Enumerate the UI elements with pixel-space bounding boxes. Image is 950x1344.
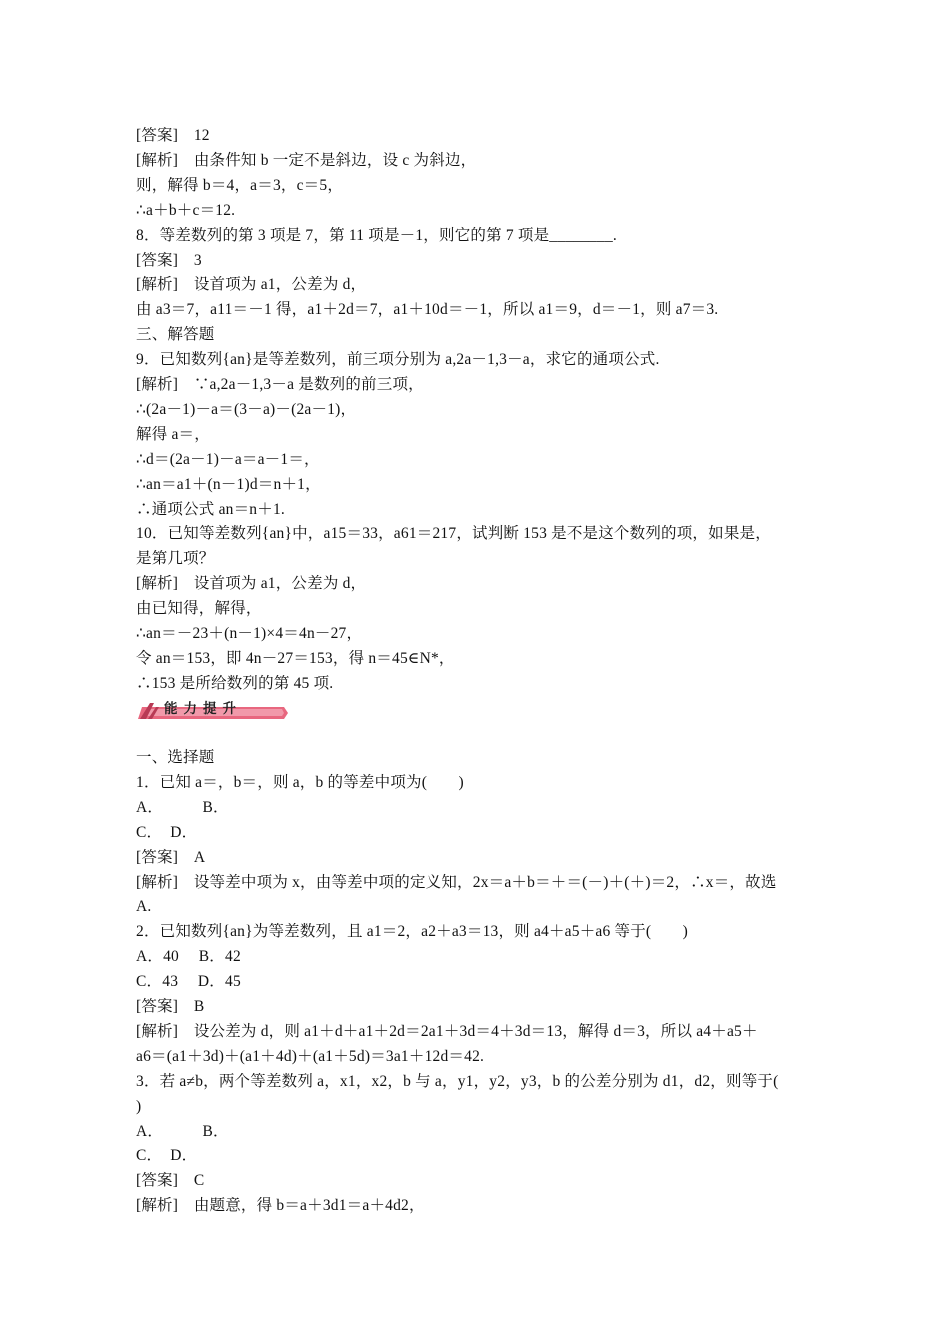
ability-banner xyxy=(136,697,290,721)
text-line: [解析] 设公差为 d，则 a1＋d＋a1＋2d＝2a1＋3d＝4＋3d＝13，解得 d＝3，所以 a4＋a5＋ xyxy=(136,1022,758,1040)
text-line: ∴an＝a1＋(n－1)d＝n＋1， xyxy=(136,475,321,493)
text-line: [解析] 由题意，得 b＝a＋3d1＝a＋4d2， xyxy=(136,1197,425,1215)
text-line: 由 a3＝7，a11＝－1 得，a1＋2d＝7，a1＋10d＝－1，所以 a1＝9，d＝－1，则 a7＝3. xyxy=(136,301,719,319)
text-line: ∴d＝(2a－1)－a＝a－1＝， xyxy=(136,450,320,468)
text-line: 是第几项？ xyxy=(136,550,215,568)
text-line: [答案] 3 xyxy=(136,251,202,269)
text-line: 8．等差数列的第 3 项是 7，第 11 项是－1，则它的第 7 项是________. xyxy=(136,226,617,244)
text-line: C．43 D．45 xyxy=(136,973,241,991)
text-line: 三、解答题 xyxy=(136,326,215,344)
text-line: 令 an＝153，即 4n－27＝153，得 n＝45∈N*， xyxy=(136,649,455,667)
text-line: 解得 a＝， xyxy=(136,425,210,443)
text-line: 一、选择题 xyxy=(136,749,215,766)
text-line: 9．已知数列{an}是等差数列，前三项分别为 a,2a－1,3－a，求它的通项公式. xyxy=(136,351,660,369)
text-line: A． B． xyxy=(136,1122,229,1140)
text-line: A． B． xyxy=(136,798,229,816)
text-line: 由已知得，解得， xyxy=(136,600,262,618)
text-line: ∴(2a－1)－a＝(3－a)－(2a－1)， xyxy=(136,400,357,418)
text-line: 10．已知等差数列{an}中，a15＝33，a61＝217，试判断 153 是不是这个数列的项，如果是， xyxy=(136,525,771,543)
text-line: ∴an＝－23＋(n－1)×4＝4n－27， xyxy=(136,625,363,642)
text-line: [解析] 设等差中项为 x，由等差中项的定义知，2x＝a＋b＝＋＝(－)＋(＋)＝2，∴x＝，故选 xyxy=(136,873,777,891)
text-line: [解析] 由条件知 b 一定不是斜边，设 c 为斜边， xyxy=(136,151,477,169)
text-line: [答案] C xyxy=(136,1172,205,1190)
text-line: 2．已知数列{an}为等差数列，且 a1＝2，a2＋a3＝13，则 a4＋a5＋a6 等于( ) xyxy=(136,923,689,941)
text-line: ∴a＋b＋c＝12. xyxy=(136,201,236,219)
text-line: 3．若 a≠b，两个等差数列 a，x1，x2，b 与 a，y1，y2，y3，b 的公差分别为 d1，d2，则等于( xyxy=(136,1072,779,1090)
banner-title: 能力提升 xyxy=(164,701,242,717)
text-line: A. xyxy=(136,898,152,916)
text-line: [解析] ∵a,2a－1,3－a 是数列的前三项， xyxy=(136,376,424,393)
text-line: [答案] A xyxy=(136,848,206,866)
text-line: ∴153 是所给数列的第 45 项. xyxy=(136,674,334,692)
text-line: 1．已知 a＝，b＝，则 a，b 的等差中项为( ) xyxy=(136,773,464,791)
text-line: a6＝(a1＋3d)＋(a1＋4d)＋(a1＋5d)＝3a1＋12d＝42. xyxy=(136,1047,485,1065)
text-line: 则，解得 b＝4，a＝3，c＝5， xyxy=(136,176,344,194)
text-line: A．40 B．42 xyxy=(136,948,241,966)
text-line: [答案] 12 xyxy=(136,127,210,144)
text-line: [解析] 设首项为 a1，公差为 d， xyxy=(136,276,367,294)
text-line: [答案] B xyxy=(136,998,205,1015)
text-line: C． D． xyxy=(136,823,198,841)
text-line: [解析] 设首项为 a1，公差为 d， xyxy=(136,575,367,593)
text-line: ∴通项公式 an＝n＋1. xyxy=(136,500,285,518)
text-line: C． D． xyxy=(136,1147,198,1165)
text-line: ) xyxy=(136,1097,142,1115)
